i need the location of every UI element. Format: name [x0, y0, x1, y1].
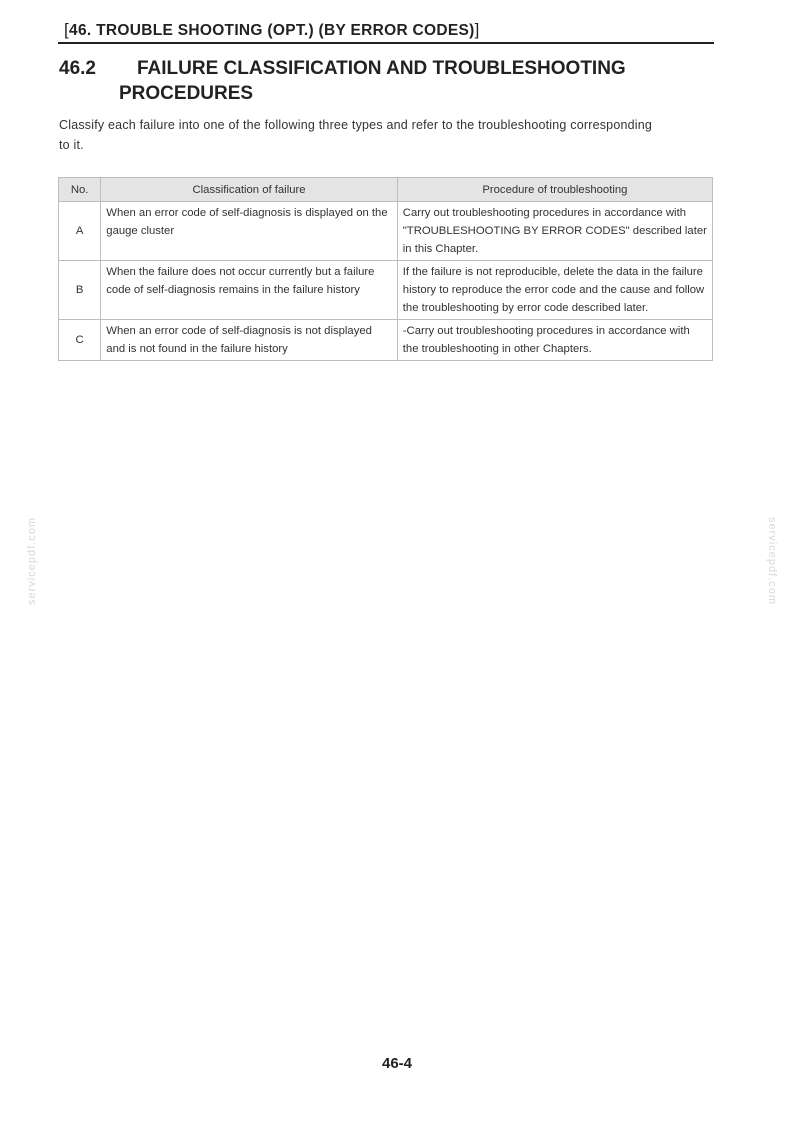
- row-procedure: -Carry out troubleshooting procedures in accordance with the troubleshooting in other Chapters.: [397, 320, 712, 361]
- row-procedure: Carry out troubleshooting procedures in accordance with "TROUBLESHOOTING BY ERROR CODES" described later in this Chapter.: [397, 202, 712, 261]
- header-open-bracket: [: [64, 20, 70, 39]
- header-close-bracket: ]: [474, 20, 480, 39]
- watermark-left: servicepdf.com: [25, 517, 38, 605]
- row-no: C: [59, 320, 101, 361]
- header-procedure: Procedure of troubleshooting: [397, 178, 712, 202]
- table-row: [59, 202, 713, 261]
- row-classification: When an error code of self-diagnosis is not displayed and is not found in the failure history: [101, 320, 398, 361]
- section-title-line1: FAILURE CLASSIFICATION AND TROUBLESHOOTING: [137, 58, 626, 79]
- header-classification: Classification of failure: [101, 178, 398, 202]
- section-title-line2: PROCEDURES: [119, 83, 254, 104]
- row-no: B: [59, 261, 101, 320]
- failure-classification-table: [58, 177, 713, 361]
- row-classification: When an error code of self-diagnosis is displayed on the gauge cluster: [101, 202, 398, 261]
- row-no: A: [59, 202, 101, 261]
- row-classification: When the failure does not occur currently but a failure code of self-diagnosis remains in the failure history: [101, 261, 398, 320]
- watermark-right: servicepdf.com: [765, 517, 778, 605]
- table-row: [59, 261, 713, 320]
- table-header-row: [59, 178, 713, 202]
- row-procedure: If the failure is not reproducible, delete the data in the failure history to reproduce the error code and the cause and follow the troubleshooting by error code described later.: [397, 261, 712, 320]
- header-no: No.: [59, 178, 101, 202]
- page-header: [58, 18, 714, 44]
- table-row: [59, 320, 713, 361]
- header-title: 46. TROUBLE SHOOTING (OPT.) (BY ERROR CODES): [69, 22, 475, 39]
- page-number: 46-4: [381, 1055, 413, 1072]
- intro-paragraph: Classify each failure into one of the following three types and refer to the troubleshooting corresponding to it.: [59, 118, 653, 152]
- section-heading: [59, 56, 699, 106]
- section-number: 46.2: [59, 58, 96, 79]
- header-title-block: [64, 20, 480, 40]
